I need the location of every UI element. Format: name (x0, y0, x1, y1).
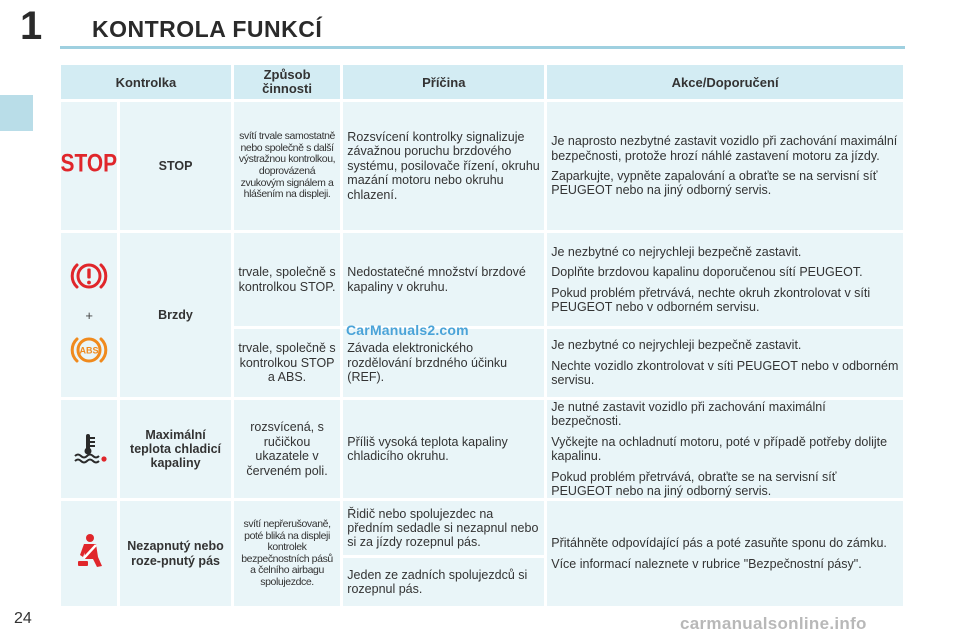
table-row-stop (61, 102, 903, 230)
header-control: Kontrolka (61, 65, 231, 99)
cause-stop: Rozsvícení kontrolky signalizuje závažnou poruchu brzdového systému, posilovače řízení, okruhu mazání motoru nebo okruhu chlazení. (343, 102, 544, 230)
warning-lights-table (58, 62, 906, 609)
coolant-icon-cell (61, 400, 117, 498)
action-stop-2: Zaparkujte, vypněte zapalování a obraťte se na servisní síť PEUGEOT nebo na jiný odborný servis. (551, 169, 878, 198)
control-seatbelt: Nezapnutý nebo roze-pnutý pás (120, 501, 231, 606)
page-number: 24 (14, 610, 32, 627)
cause-brakes-b: Závada elektronického rozdělování brzdného účinku (REF). (343, 329, 544, 397)
mode-brakes-a: trvale, společně s kontrolkou STOP. (234, 233, 341, 326)
action-stop (547, 102, 903, 230)
table-header-row (61, 65, 903, 99)
stop-icon (60, 148, 118, 177)
page-title: KONTROLA FUNKCÍ (92, 16, 323, 42)
action-brakes-b-2: Nechte vozidlo zkontrolovat v síti PEUGEOT nebo v odborném servisu. (551, 358, 899, 388)
watermark-carmanuals2: CarManuals2.com (346, 322, 469, 338)
mode-coolant: rozsvícená, s ručičkou ukazatele v červeném poli. (234, 400, 341, 498)
control-brakes: Brzdy (120, 233, 231, 397)
action-stop-1: Je naprosto nezbytné zastavit vozidlo při zachování maximální bezpečnosti, protože hrozí náhlé zastavení motoru za jízdy. (551, 134, 898, 163)
mode-brakes-b: trvale, společně s kontrolkou STOP a ABS. (234, 329, 341, 397)
chapter-number: 1 (20, 4, 43, 48)
action-brakes-a (547, 233, 903, 326)
action-coolant-2: Vyčkejte na ochladnutí motoru, poté v případě potřeby dolijte kapalinu. (551, 434, 888, 464)
plus-sign: + (85, 307, 93, 323)
title-divider (60, 46, 905, 49)
cause-seatbelt-b: Jeden ze zadních spolujezdců si rozepnul pás. (343, 558, 544, 606)
chapter-side-tab (0, 95, 33, 131)
cause-coolant: Příliš vysoká teplota kapaliny chladicího okruhu. (343, 400, 544, 498)
table-row-brakes-a (61, 233, 903, 326)
abs-icon-text: ABS (79, 345, 99, 355)
control-coolant: Maximální teplota chladicí kapaliny (120, 400, 231, 498)
action-seatbelt-1: Přitáhněte odpovídající pás a poté zasuňte sponu do zámku. (551, 536, 887, 551)
header-mode: Způsob činnosti (234, 65, 341, 99)
header-cause: Příčina (343, 65, 544, 99)
action-brakes-b-1: Je nezbytné co nejrychleji bezpečně zastavit. (551, 338, 802, 353)
seatbelt-icon-cell (61, 501, 117, 606)
control-stop: STOP (120, 102, 231, 230)
watermark-carmanualsonline: carmanualsonline.info (680, 614, 867, 633)
cause-seatbelt-a: Řidič nebo spolujezdec na předním sedadle si nezapnul nebo si za jízdy rozepnul pás. (343, 501, 544, 555)
table-row-seatbelt-a (61, 501, 903, 555)
mode-seatbelt: svítí nepřerušovaně, poté bliká na displeji kontrolek bezpečnostních pásů a čelního airbagu spolujezdce. (234, 501, 341, 606)
header-action: Akce/Doporučení (547, 65, 903, 99)
action-coolant-1: Je nutné zastavit vozidlo při zachování maximální bezpečnosti. (551, 400, 826, 429)
abs-icon (69, 333, 109, 367)
cause-brakes-a: Nedostatečné množství brzdové kapaliny v okruhu. (343, 233, 544, 326)
coolant-temperature-icon (69, 430, 109, 464)
action-brakes-b (547, 329, 903, 397)
action-seatbelt-2: Více informací naleznete v rubrice "Bezpečnostní pásy". (551, 556, 862, 571)
brake-icons-cell (61, 233, 117, 397)
mode-stop: svítí trvale samostatně nebo společně s další výstražnou kontrolkou, doprovázená zvukovým signálem a hlášením na displeji. (234, 102, 341, 230)
seatbelt-icon (69, 531, 109, 571)
action-brakes-a-3: Pokud problém přetrvává, nechte okruh zkontrolovat v síti PEUGEOT nebo v odborném servisu. (551, 285, 871, 314)
brake-warning-icon (69, 259, 109, 293)
stop-icon-text: STOP (60, 148, 118, 177)
action-brakes-a-2: Doplňte brzdovou kapalinu doporučenou sítí PEUGEOT. (551, 265, 863, 280)
action-coolant (547, 400, 903, 498)
action-coolant-3: Pokud problém přetrvává, obraťte se na servisní síť PEUGEOT nebo na jiný odborný servis. (551, 469, 837, 498)
stop-icon-cell (61, 102, 117, 230)
action-brakes-a-1: Je nezbytné co nejrychleji bezpečně zastavit. (551, 244, 802, 259)
action-seatbelt (547, 501, 903, 606)
table-row-coolant (61, 400, 903, 498)
